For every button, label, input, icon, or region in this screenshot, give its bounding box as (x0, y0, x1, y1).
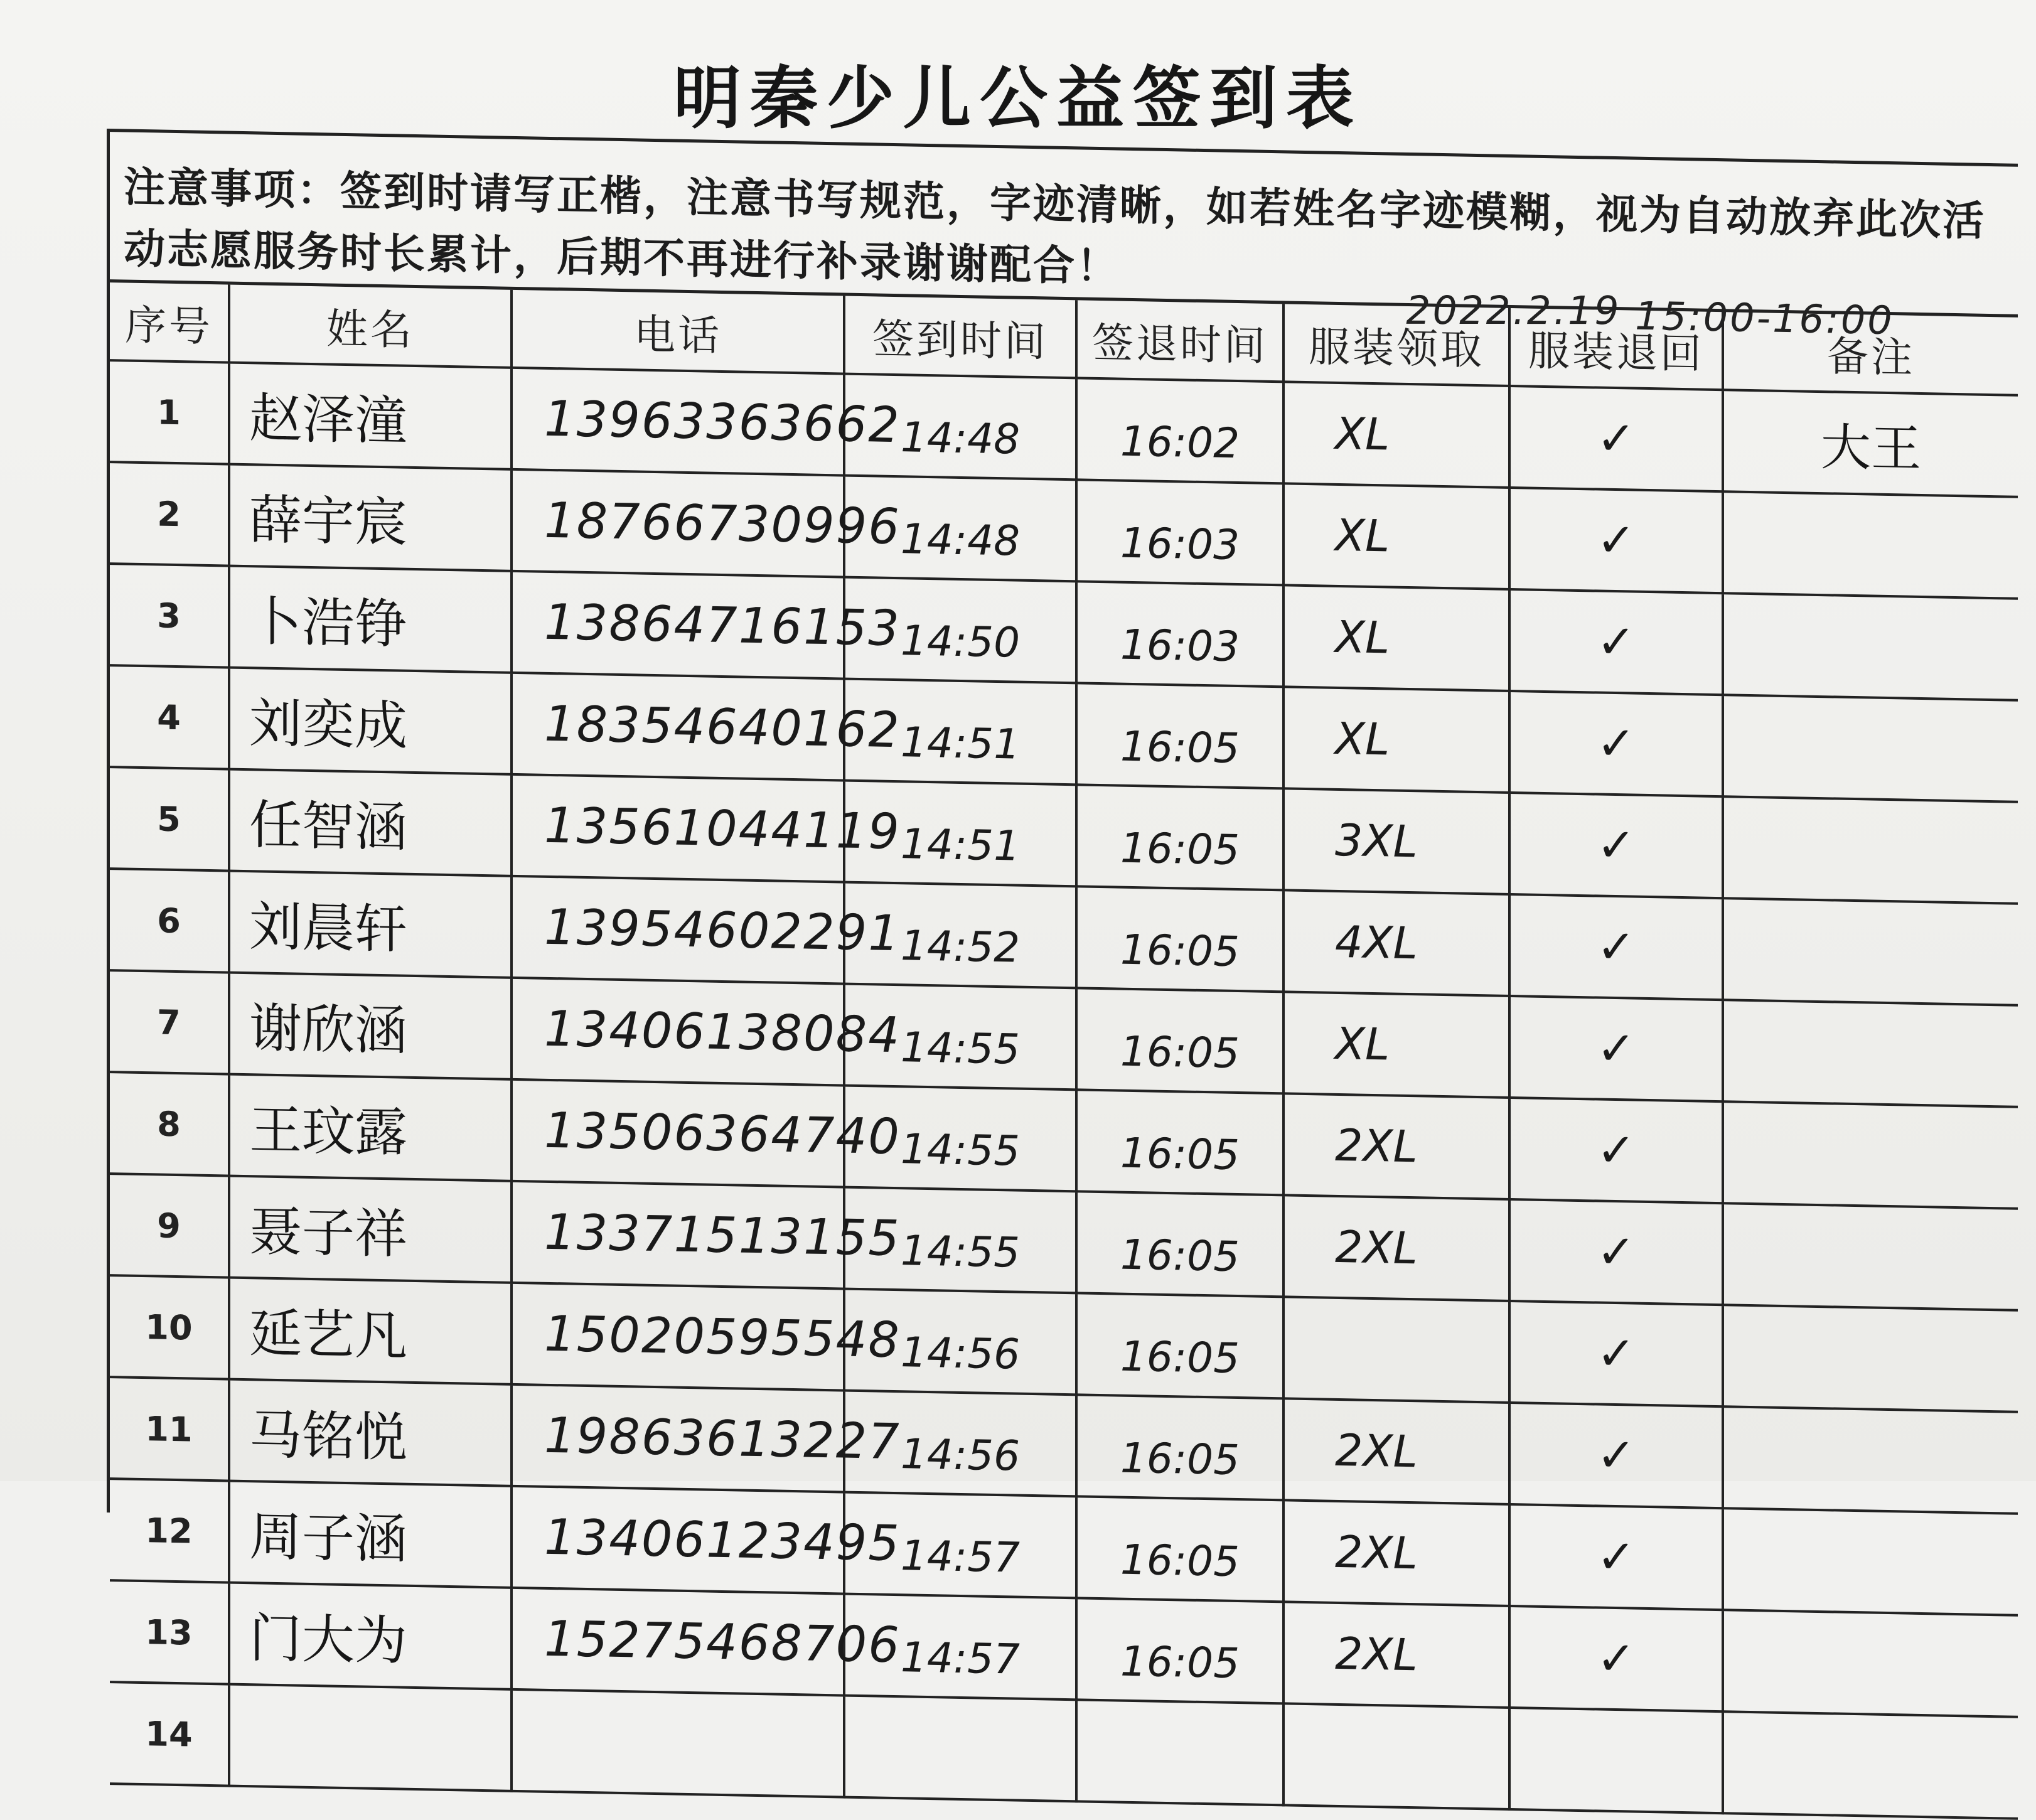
row-uniform-returned: ✓ (1509, 1301, 1723, 1406)
row-uniform-returned: ✓ (1509, 894, 1723, 1000)
row-phone: 13963363662 (512, 368, 844, 476)
header-sign-out-time: 签退时间 (1076, 300, 1283, 382)
row-phone: 13954602291 (512, 876, 844, 984)
row-sign-out-time: 16:05 (1076, 683, 1283, 788)
handwritten-date: 2022.2.19 (1405, 287, 1622, 334)
row-uniform-size: 2XL (1283, 1195, 1509, 1301)
row-uniform-size (1283, 1297, 1509, 1403)
row-sign-out-time: 16:05 (1076, 886, 1283, 992)
row-uniform-size: 2XL (1283, 1398, 1509, 1504)
row-sign-in-time: 14:50 (844, 577, 1076, 683)
row-sign-in-time: 14:48 (844, 374, 1076, 480)
row-name: 王玟露 (229, 1074, 512, 1181)
row-uniform-returned (1509, 1708, 1723, 1813)
row-name: 赵泽潼 (229, 363, 512, 469)
row-uniform-returned: ✓ (1509, 1098, 1723, 1203)
row-sign-out-time: 16:05 (1076, 784, 1283, 890)
row-seq: 6 (110, 869, 229, 972)
row-sign-in-time: 14:52 (844, 882, 1076, 988)
header-uniform-returned: 服装退回 (1509, 308, 1723, 390)
row-name: 延艺凡 (229, 1278, 512, 1384)
row-remark (1723, 1000, 2018, 1107)
row-sign-in-time: 14:51 (844, 679, 1076, 785)
row-remark (1723, 491, 2018, 599)
row-sign-out-time: 16:05 (1076, 1293, 1283, 1398)
row-uniform-size: XL (1283, 483, 1509, 589)
row-phone: 13406123495 (512, 1486, 844, 1594)
row-remark (1723, 1305, 2018, 1412)
row-sign-in-time: 14:57 (844, 1492, 1076, 1598)
row-sign-out-time: 16:05 (1076, 1089, 1283, 1195)
row-uniform-size: XL (1283, 382, 1509, 488)
row-remark (1723, 1203, 2018, 1310)
row-uniform-returned: ✓ (1509, 996, 1723, 1101)
row-phone: 13864716153 (512, 571, 844, 679)
row-uniform-returned: ✓ (1509, 488, 1723, 593)
row-uniform-size: 2XL (1283, 1500, 1509, 1606)
row-uniform-returned: ✓ (1509, 1504, 1723, 1610)
row-uniform-size: XL (1283, 585, 1509, 691)
row-phone: 13406138084 (512, 978, 844, 1086)
row-uniform-size: XL (1283, 992, 1509, 1098)
row-sign-out-time: 16:05 (1076, 1496, 1283, 1602)
row-uniform-returned: ✓ (1509, 589, 1723, 695)
row-seq: 7 (110, 970, 229, 1074)
row-sign-out-time: 16:03 (1076, 581, 1283, 687)
row-name: 聂子祥 (229, 1176, 512, 1283)
row-name: 马铭悦 (229, 1379, 512, 1486)
row-sign-in-time: 14:55 (844, 1086, 1076, 1192)
row-phone: 18354640162 (512, 673, 844, 781)
row-seq: 13 (110, 1580, 229, 1684)
row-sign-in-time: 14:56 (844, 1391, 1076, 1497)
row-uniform-returned: ✓ (1509, 1403, 1723, 1508)
row-seq: 4 (110, 665, 229, 769)
row-name: 任智涵 (229, 769, 512, 876)
row-sign-out-time: 16:02 (1076, 378, 1283, 483)
row-uniform-size: 4XL (1283, 890, 1509, 996)
header-uniform-received: 服装领取 (1283, 304, 1509, 386)
row-uniform-size: 3XL (1283, 788, 1509, 894)
row-remark (1723, 1101, 2018, 1209)
row-sign-out-time: 16:05 (1076, 1598, 1283, 1703)
row-name: 谢欣涵 (229, 973, 512, 1079)
row-name (229, 1684, 512, 1791)
handwritten-time-range: 15:00-16:00 (1635, 292, 1894, 344)
row-sign-out-time: 16:05 (1076, 1191, 1283, 1297)
row-sign-in-time: 14:55 (844, 984, 1076, 1090)
row-name: 刘奕成 (229, 668, 512, 774)
row-uniform-size (1283, 1703, 1509, 1809)
row-sign-in-time (844, 1696, 1076, 1802)
row-seq: 5 (110, 767, 229, 870)
row-uniform-returned: ✓ (1509, 1199, 1723, 1305)
row-remark (1723, 1711, 2018, 1819)
header-remarks: 备注 (1723, 312, 2018, 395)
row-sign-out-time: 16:03 (1076, 479, 1283, 585)
row-uniform-returned: ✓ (1509, 1606, 1723, 1711)
row-remark (1723, 898, 2018, 1005)
row-sign-in-time: 14:56 (844, 1289, 1076, 1395)
row-sign-out-time: 16:05 (1076, 988, 1283, 1093)
row-uniform-size: 2XL (1283, 1602, 1509, 1708)
notice-text: 注意事项：签到时请写正楷，注意书写规范，字迹清晰，如若姓名字迹模糊，视为自动放弃此次活动志愿服务时长累计，后期不再进行补录谢谢配合！ (124, 162, 1986, 291)
row-phone: 13561044119 (512, 774, 844, 882)
row-phone: 15275468706 (512, 1588, 844, 1696)
table-body (110, 360, 2018, 1819)
row-phone (512, 1689, 844, 1797)
row-remark (1723, 695, 2018, 802)
row-name: 周子涵 (229, 1481, 512, 1588)
header-name: 姓名 (229, 285, 512, 368)
row-name: 刘晨轩 (229, 871, 512, 978)
attendance-table (110, 282, 2018, 1820)
row-uniform-returned: ✓ (1509, 691, 1723, 796)
row-uniform-size: 2XL (1283, 1093, 1509, 1199)
header-sign-in-time: 签到时间 (844, 296, 1076, 378)
sheet-title: 明秦少儿公益签到表 (673, 59, 1363, 138)
header-seq: 序号 (110, 282, 229, 362)
row-phone: 13371513155 (512, 1181, 844, 1289)
row-sign-in-time: 14:48 (844, 476, 1076, 582)
row-sign-in-time: 14:51 (844, 781, 1076, 887)
row-seq: 3 (110, 564, 229, 667)
row-phone: 15020595548 (512, 1283, 844, 1391)
row-seq: 2 (110, 462, 229, 565)
row-remark (1723, 1610, 2018, 1717)
header-phone: 电话 (512, 290, 844, 374)
row-seq: 9 (110, 1174, 229, 1277)
row-phone: 19863613227 (512, 1384, 844, 1492)
row-seq: 14 (110, 1682, 229, 1785)
row-name: 薛宇宸 (229, 464, 512, 571)
row-remark (1723, 1508, 2018, 1615)
row-sign-in-time: 14:57 (844, 1594, 1076, 1700)
row-uniform-returned: ✓ (1509, 793, 1723, 898)
row-remark (1723, 1406, 2018, 1514)
row-remark: 大王 (1723, 390, 2018, 497)
row-uniform-returned: ✓ (1509, 386, 1723, 491)
row-sign-out-time: 16:05 (1076, 1394, 1283, 1500)
row-name: 门大为 (229, 1583, 512, 1689)
row-remark (1723, 796, 2018, 904)
row-remark (1723, 593, 2018, 700)
row-seq: 8 (110, 1072, 229, 1175)
row-uniform-size: XL (1283, 687, 1509, 793)
row-seq: 1 (110, 360, 229, 464)
row-sign-out-time (1076, 1700, 1283, 1805)
row-name: 卜浩铮 (229, 566, 512, 673)
row-seq: 10 (110, 1275, 229, 1379)
row-seq: 12 (110, 1479, 229, 1582)
row-phone: 18766730996 (512, 469, 844, 577)
sheet-form (107, 129, 2018, 1755)
row-phone: 13506364740 (512, 1079, 844, 1187)
row-seq: 11 (110, 1377, 229, 1480)
row-sign-in-time: 14:55 (844, 1187, 1076, 1293)
